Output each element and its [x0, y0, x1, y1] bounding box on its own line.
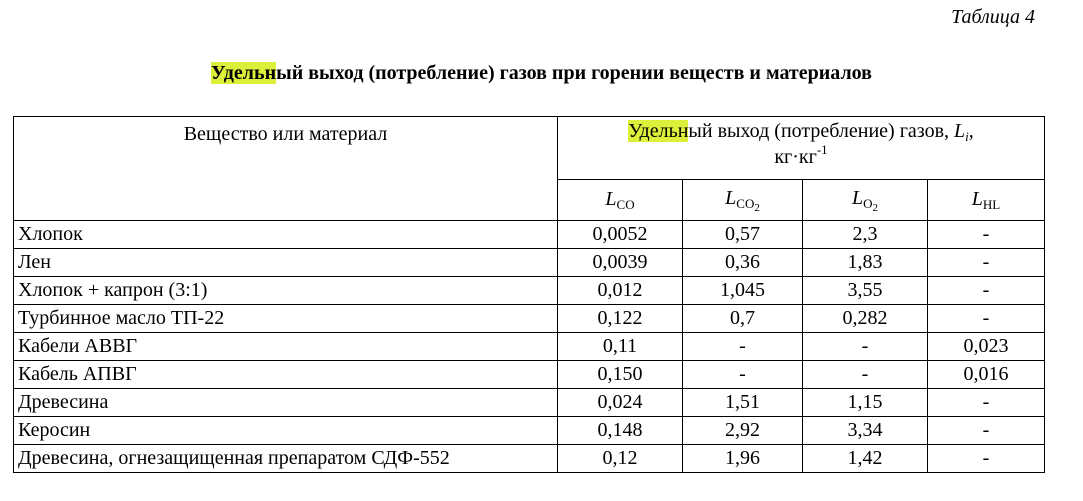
header-group-text: ый выход (потребление) газов, [688, 120, 955, 142]
column-symbol: L [971, 188, 983, 210]
value-cell: 1,83 [803, 249, 928, 277]
column-header-3 [928, 180, 1045, 221]
value-cell: 1,96 [683, 445, 803, 473]
material-cell: Древесина [14, 389, 558, 417]
column-subscript: CO [616, 197, 635, 212]
column-symbol: L [851, 187, 864, 209]
value-cell: 1,51 [683, 389, 803, 417]
table-title [0, 62, 1083, 85]
value-cell: 0,57 [683, 221, 803, 249]
value-cell: 0,012 [558, 277, 683, 305]
table-row [14, 249, 1045, 277]
title-highlight: Удельн [211, 62, 277, 84]
table-row [14, 221, 1045, 249]
value-cell: 0,11 [558, 333, 683, 361]
value-cell: - [683, 333, 803, 361]
table-row [14, 333, 1045, 361]
material-cell: Лен [14, 249, 558, 277]
value-cell: 0,7 [683, 305, 803, 333]
header-unit-exp: -1 [816, 142, 828, 157]
value-cell: 2,3 [803, 221, 928, 249]
header-highlight: Удельн [628, 120, 689, 142]
value-cell: 3,55 [803, 277, 928, 305]
header-row-group [14, 117, 1045, 180]
value-cell: - [928, 417, 1045, 445]
value-cell: - [803, 333, 928, 361]
value-cell: 0,148 [558, 417, 683, 445]
value-cell: - [928, 389, 1045, 417]
column-header-1 [683, 180, 803, 221]
value-cell: - [928, 445, 1045, 473]
column-subscript: HL [982, 197, 1001, 212]
header-symbol: L [954, 120, 966, 142]
column-subscript-index: 2 [872, 202, 878, 214]
header-gas-yield [558, 117, 1045, 180]
header-material: Вещество или материал [14, 117, 558, 221]
value-cell: 0,0039 [558, 249, 683, 277]
material-cell: Турбинное масло ТП-22 [14, 305, 558, 333]
material-cell: Кабели АВВГ [14, 333, 558, 361]
column-header-0 [558, 180, 683, 221]
material-cell: Древесина, огнезащищенная препаратом СДФ-552 [14, 445, 558, 473]
value-cell: - [928, 249, 1045, 277]
value-cell: - [803, 361, 928, 389]
value-cell: - [683, 361, 803, 389]
column-subscript: O2 [863, 196, 878, 214]
material-cell: Хлопок + капрон (3:1) [14, 277, 558, 305]
header-symbol-sub: i [965, 129, 969, 144]
value-cell: 1,42 [803, 445, 928, 473]
table-row [14, 389, 1045, 417]
value-cell: - [928, 305, 1045, 333]
value-cell: 0,150 [558, 361, 683, 389]
title-text: ый выход (потребление) газов при горении веществ и материалов [276, 62, 872, 84]
value-cell: 0,36 [683, 249, 803, 277]
value-cell: 2,92 [683, 417, 803, 445]
table-row [14, 417, 1045, 445]
column-subscript: CO2 [736, 196, 760, 214]
table-body [14, 221, 1045, 473]
material-cell: Кабель АПВГ [14, 361, 558, 389]
value-cell: 0,0052 [558, 221, 683, 249]
value-cell: 0,282 [803, 305, 928, 333]
value-cell: 0,023 [928, 333, 1045, 361]
value-cell: 0,016 [928, 361, 1045, 389]
value-cell: 0,12 [558, 445, 683, 473]
table-row [14, 361, 1045, 389]
column-symbol: L [605, 188, 617, 210]
value-cell: 3,34 [803, 417, 928, 445]
value-cell: - [928, 277, 1045, 305]
value-cell: 1,15 [803, 389, 928, 417]
gas-yield-table [13, 116, 1045, 473]
column-symbol: L [725, 187, 737, 209]
value-cell: - [928, 221, 1045, 249]
value-cell: 0,122 [558, 305, 683, 333]
header-unit: кг·кг [774, 146, 817, 168]
column-subscript-index: 2 [754, 202, 760, 214]
material-cell: Хлопок [14, 221, 558, 249]
value-cell: 0,024 [558, 389, 683, 417]
material-cell: Керосин [14, 417, 558, 445]
column-header-2 [803, 180, 928, 221]
table-row [14, 305, 1045, 333]
value-cell: 1,045 [683, 277, 803, 305]
table-row [14, 445, 1045, 473]
header-comma: , [968, 120, 974, 142]
table-caption: Таблица 4 [951, 6, 1035, 28]
table-row [14, 277, 1045, 305]
